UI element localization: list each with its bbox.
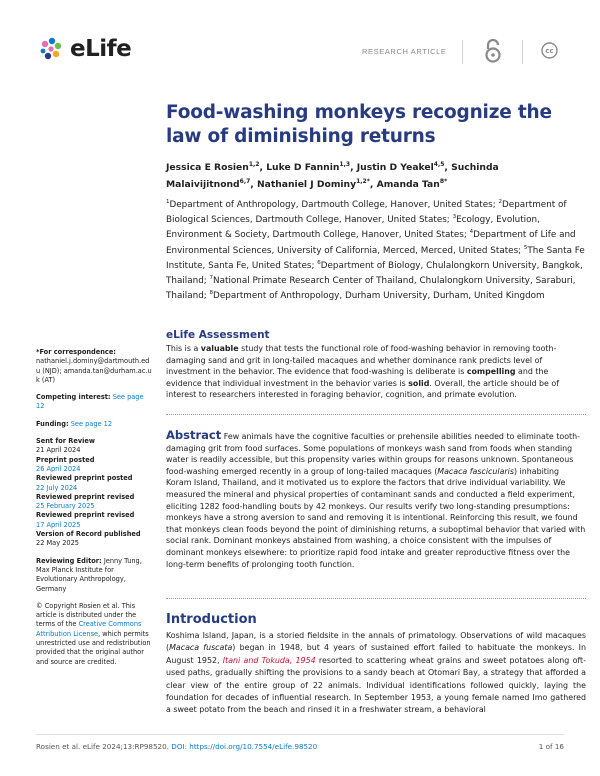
affiliation <box>166 200 496 210</box>
history-label: Reviewed preprint revised <box>36 492 135 501</box>
history-date: 21 April 2024 <box>36 446 81 455</box>
author-list <box>166 158 586 191</box>
section-divider <box>166 414 586 415</box>
affiliation-number: 3 <box>452 214 457 221</box>
history-date[interactable]: 25 February 2025 <box>36 502 95 511</box>
correspondence-emails[interactable]: nathaniel.j.dominy@dartmouth.edu (NJD); amanda.tan@durham.ac.uk (AT) <box>36 357 152 384</box>
header-divider <box>462 40 463 64</box>
publication-history <box>36 437 152 549</box>
footer-divider <box>36 734 564 735</box>
copyright-text: © Copyright Rosien et al. This article is distributed under the terms of the <box>36 601 137 629</box>
history-label: Reviewed preprint posted <box>36 474 133 483</box>
copyright-text-end: , which permits unrestricted use and redistribution provided that the original author and source are credited. <box>36 629 151 666</box>
affiliation-number: 5 <box>523 244 528 251</box>
intro-text: Koshima Island, Japan, is a storied fieldsite in the annals of primatology. Observations of wild macaques ( <box>166 631 586 653</box>
intro-species: Macaca fuscata <box>169 643 233 653</box>
funding-label: Funding: <box>36 419 69 428</box>
history-label: Preprint posted <box>36 455 95 464</box>
page-header <box>0 0 600 80</box>
reviewing-editor-label: Reviewing Editor: <box>36 556 102 565</box>
affiliation <box>210 291 545 301</box>
assessment-part: and the evidence that individual investment in the behavior varies is <box>166 367 549 388</box>
abstract-heading: Abstract <box>166 428 222 442</box>
history-label: Version of Record published <box>36 530 141 539</box>
reviewing-editor <box>36 557 152 594</box>
abstract-species: Macaca fascicularis <box>437 466 514 476</box>
corresponding-author-marker: * <box>444 177 448 185</box>
affiliation-text: Department of Biological Sciences, Dartmouth College, Hanover, United States; <box>166 199 567 226</box>
competing-interest-link[interactable]: See page 12 <box>36 393 144 411</box>
funding <box>36 420 152 429</box>
intro-text: ) began in 1948, but 4 years of sustained effort failed to habituate the monkeys. In August 1952, <box>166 643 586 665</box>
open-access-icon[interactable] <box>483 38 503 64</box>
history-date[interactable]: 17 April 2025 <box>36 520 81 529</box>
affiliation-text: Department of Anthropology, Durham University, Durham, United Kingdom <box>213 291 545 302</box>
affiliation-number: 2 <box>498 199 503 205</box>
introduction-text <box>166 630 586 717</box>
history-label: Reviewed preprint revised <box>36 511 135 520</box>
competing-interest-label: Competing interest: <box>36 393 111 402</box>
affiliation-number: 1 <box>166 199 170 205</box>
history-label: Sent for Review <box>36 437 95 446</box>
affiliation-text: Department of Biology, Chulalongkorn University, Bangkok, Thailand; <box>166 260 583 287</box>
affiliation-text: National Primate Research Center of Thailand, Chulalongkorn University, Saraburi, Thailand; <box>166 276 576 302</box>
affiliation-text: Department of Life and Environmental Sciences, University of California, Merced, Merced, United States; <box>166 230 576 256</box>
history-date[interactable]: 26 April 2024 <box>36 464 81 473</box>
affiliation-list <box>166 196 586 303</box>
abstract <box>166 430 586 570</box>
elife-logo-icon <box>36 34 66 64</box>
author-name[interactable]: Luke D Fannin <box>266 162 340 174</box>
assessment-heading: eLife Assessment <box>166 329 270 341</box>
intro-text: resorted to scattering wheat grains and sweet potatoes along oft-used paths, gradually shifting the provisions to a sandy beach at Otomari Bay, a strategy that afforded a clear view of the entire group of 22 animals. Individual identifications followed quickly, laying the foundation for decades of influential research. In September 1953, a young female named Imo gathered a sweet potato from the beach and rinsed it in a freshwater stream, a behavioral <box>166 655 586 715</box>
article-type: RESEARCH ARTICLE <box>362 47 447 56</box>
author-affiliation-marker: 1,3 <box>339 161 351 168</box>
article-title: Food-washing monkeys recognize the law of diminishing returns <box>166 102 552 147</box>
assessment-keyword: valuable <box>200 344 239 353</box>
author-separator: , <box>350 162 357 174</box>
author-separator: , <box>369 178 377 190</box>
funding-link[interactable]: See page 12 <box>70 419 113 428</box>
author-affiliation-marker: 1,2 <box>356 177 367 185</box>
affiliation-text: Ecology, Evolution, Environment & Society, Dartmouth College, Hanover, United States; <box>166 215 540 241</box>
affiliation-text: The Santa Fe Institute, Santa Fe, United States; <box>166 245 585 271</box>
assessment-keyword: compelling <box>466 367 516 377</box>
doi-link[interactable]: DOI: https://doi.org/10.7554/eLife.98520 <box>171 742 318 751</box>
elife-logo[interactable] <box>36 34 131 64</box>
abstract-text: ) inhabiting Koram Island, Thailand, and it motivated us to explore the factors that drive individual variability. We measured the mineral and physical properties of contaminant sands and conducted a field experiment, eliciting 1282 food-handling bouts by 42 monkeys. Our results verify two long-standing presumptions: monkeys have a strong aversion to sand and removing it is intentional. Reinforcing this result, we found that monkeys clean foods beyond the point of diminishing returns, a suboptimal behavior that varied with social rank. Dominant monkeys abstained from washing, a choice consistent with the impulses of dominant monkeys elsewhere: to prioritize rapid food intake and greater reproductive fitness over the long-term benefits of prolonging tooth function. <box>166 466 586 569</box>
correspondence <box>36 348 152 385</box>
citation-link[interactable]: Itani and Tokuda, 1954 <box>222 655 316 665</box>
affiliation-text: Department of Anthropology, Dartmouth College, Hanover, United States; <box>169 199 496 210</box>
author-affiliation-marker: 8 <box>439 177 444 185</box>
author-affiliation-marker: 1,2 <box>248 161 260 168</box>
author-affiliation-marker: 4,5 <box>433 161 445 168</box>
citation-text: Rosien et al. eLife 2024;13:RP98520. <box>36 742 172 751</box>
creative-commons-icon[interactable] <box>541 42 558 59</box>
svg-text:cc: cc <box>545 47 554 56</box>
assessment-text <box>166 343 586 401</box>
page-number: 1 of 16 <box>538 742 564 751</box>
logo-text: eLife <box>70 36 132 62</box>
affiliation-number: 7 <box>209 275 214 282</box>
competing-interest <box>36 393 152 412</box>
author-name[interactable]: Suchinda Malaivijitnond <box>166 162 499 190</box>
affiliation-number: 8 <box>209 290 214 297</box>
introduction-heading: Introduction <box>166 612 257 627</box>
author-name[interactable]: Jessica E Rosien <box>166 162 249 174</box>
footer-citation <box>36 742 317 751</box>
history-date[interactable]: 22 July 2024 <box>36 483 78 492</box>
assessment-part: . Overall, the article should be of interest to researchers interested in foraging behavior, cognition, and primate evolution. <box>166 378 559 400</box>
corresponding-author-marker: * <box>366 177 370 185</box>
author-name[interactable]: Justin D Yeakel <box>356 162 434 174</box>
author-separator: , <box>259 162 267 174</box>
affiliation-number: 6 <box>317 259 321 266</box>
abstract-text: Few animals have the cognitive faculties or prehensile abilities needed to eliminate tooth-damaging grit from food surfaces. Some populations of monkeys wash sand from foods when standing water is readily accessible, but this propensity varies within groups for reasons unknown. Spontaneous food-washing emerged recently in a group of long-tailed macaques ( <box>166 432 580 476</box>
header-divider <box>522 40 523 64</box>
author-separator: , <box>444 162 452 174</box>
copyright-notice <box>36 602 152 667</box>
section-divider <box>166 598 586 599</box>
reviewing-editor-name: Jenny Tung, Max Planck Institute for Evolutionary Anthropology, Germany <box>36 556 142 593</box>
assessment-keyword: solid <box>408 378 430 388</box>
author-separator: , <box>250 178 257 190</box>
cc-license-link[interactable]: Creative Commons Attribution License <box>36 620 142 638</box>
author-name[interactable]: Amanda Tan <box>376 178 440 190</box>
author-name[interactable]: Nathaniel J Dominy <box>256 178 357 190</box>
author-affiliation-marker: 6,7 <box>239 177 251 185</box>
assessment-part: This is a <box>166 344 201 353</box>
history-date: 22 May 2025 <box>36 539 79 548</box>
affiliation-number: 4 <box>469 229 474 236</box>
assessment-part: study that tests the functional role of food-washing behavior in removing tooth-damaging sand and grit in long-tailed macaques and whether dominance rank predicts level of investment in the behavior. The evidence that food-washing is deliberate is <box>166 344 557 377</box>
correspondence-label: *For correspondence: <box>36 348 116 356</box>
article-sidebar <box>36 348 152 675</box>
